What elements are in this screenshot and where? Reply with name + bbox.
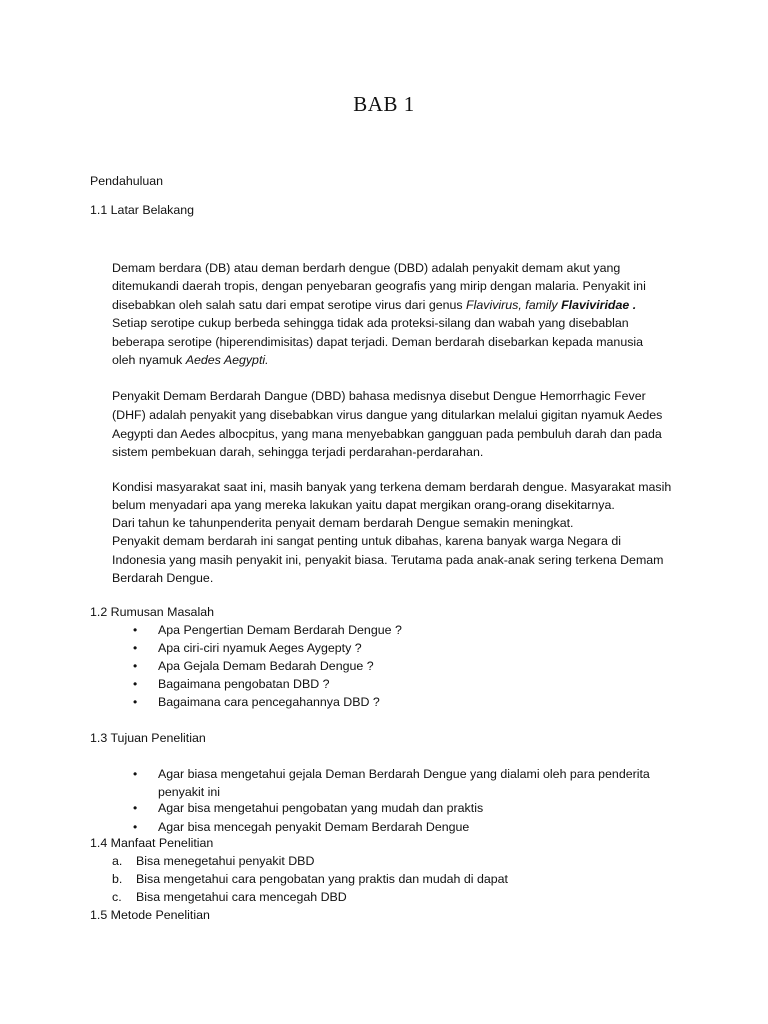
bullet-icon: • — [133, 767, 138, 781]
section-heading-1-2: 1.2 Rumusan Masalah — [90, 605, 214, 619]
section-heading-1-3: 1.3 Tujuan Penelitian — [90, 731, 206, 745]
section-heading-1-5: 1.5 Metode Penelitian — [90, 908, 210, 922]
paragraph-1-line-2: ditemukandi daerah tropis, dengan penyebaran geografis yang mirip dengan malaria. Penyakit ini — [112, 279, 646, 293]
paragraph-3-line-4: Penyakit demam berdarah ini sangat penting untuk dibahas, karena banyak warga Negara di — [112, 534, 622, 548]
manfaat-item: Bisa mengetahui cara mencegah DBD — [136, 890, 347, 904]
paragraph-1-line-5: beberapa serotipe (hiperendimisitas) dapat terjadi. Deman berdarah disebarkan kepada manusia — [112, 335, 644, 349]
tujuan-item: Agar bisa mengetahui pengobatan yang mudah dan praktis — [158, 801, 484, 815]
manfaat-item: Bisa mengetahui cara pengobatan yang praktis dan mudah di dapat — [136, 872, 508, 886]
paragraph-2-line-2: (DHF) adalah penyakit yang disebabkan virus dangue yang ditularkan melalui gigitan nyamuk Aedes — [112, 408, 663, 422]
manfaat-item: Bisa menegetahui penyakit DBD — [136, 854, 315, 868]
paragraph-3-line-2: belum menyadari apa yang mereka lakukan yaitu dapat mergikan orang-orang disekitarnya. — [112, 498, 615, 512]
rumusan-item: Apa Gejala Demam Bedarah Dengue ? — [158, 659, 374, 673]
paragraph-3-line-1: Kondisi masyarakat saat ini, masih banyak yang terkena demam berdarah dengue. Masyarakat masih — [112, 480, 672, 494]
bullet-icon: • — [133, 677, 138, 691]
paragraph-3-line-5: Indonesia yang masih penyakit ini, penyakit biasa. Terutama pada anak-anak sering terkena Demam — [112, 553, 664, 567]
paragraph-3-line-3: Dari tahun ke tahunpenderita penyait demam berdarah Dengue semakin meningkat. — [112, 516, 574, 530]
paragraph-1-line-4: Setiap serotipe cukup berbeda sehingga tidak ada proteksi-silang dan wabah yang disebablan — [112, 316, 629, 330]
bullet-icon: • — [133, 659, 138, 673]
tujuan-item: Agar biasa mengetahui gejala Deman Berdarah Dengue yang dialami oleh para penderita — [158, 767, 650, 781]
chapter-title: BAB 1 — [353, 92, 415, 116]
manfaat-letter: a. — [112, 854, 123, 868]
rumusan-item: Bagaimana cara pencegahannya DBD ? — [158, 695, 380, 709]
paragraph-3-line-6: Berdarah Dengue. — [112, 571, 214, 585]
section-heading-1-4: 1.4 Manfaat Penelitian — [90, 836, 214, 850]
tujuan-item: Agar bisa mencegah penyakit Demam Berdarah Dengue — [158, 820, 470, 834]
bullet-icon: • — [133, 820, 138, 834]
paragraph-1-line-6: oleh nyamuk Aedes Aegypti. — [112, 353, 269, 367]
bullet-icon: • — [133, 641, 138, 655]
bullet-icon: • — [133, 801, 138, 815]
genus-italic: Flavivirus, family — [466, 298, 562, 312]
section-heading-1-1: 1.1 Latar Belakang — [90, 203, 195, 217]
paragraph-2-line-1: Penyakit Demam Berdarah Dangue (DBD) bahasa medisnya disebut Dengue Hemorrhagic Fever — [112, 389, 646, 403]
family-bold: Flaviviridae . — [561, 298, 637, 312]
paragraph-1-line-3: disebabkan oleh salah satu dari empat serotipe virus dari genus Flavivirus, family Flaviviridae . — [112, 298, 637, 312]
rumusan-item: Apa Pengertian Demam Berdarah Dengue ? — [158, 623, 402, 637]
paragraph-2-line-3: Aegypti dan Aedes albocpitus, yang mana menyebabkan gangguan pada pembuluh darah dan pada — [112, 427, 662, 441]
paragraph-2-line-4: sistem pembekuan darah, sehingga terjadi perdarahan-perdarahan. — [112, 445, 484, 459]
tujuan-item-continuation: penyakit ini — [158, 785, 220, 799]
rumusan-item: Apa ciri-ciri nyamuk Aeges Aygepty ? — [158, 641, 362, 655]
species-italic: Aedes Aegypti. — [185, 353, 269, 367]
rumusan-item: Bagaimana pengobatan DBD ? — [158, 677, 330, 691]
paragraph-1-line-1: Demam berdara (DB) atau deman berdarh dengue (DBD) adalah penyakit demam akut yang — [112, 261, 621, 275]
bullet-icon: • — [133, 695, 138, 709]
manfaat-letter: b. — [112, 872, 123, 886]
intro-heading: Pendahuluan — [90, 174, 164, 188]
manfaat-letter: c. — [112, 890, 122, 904]
bullet-icon: • — [133, 623, 138, 637]
